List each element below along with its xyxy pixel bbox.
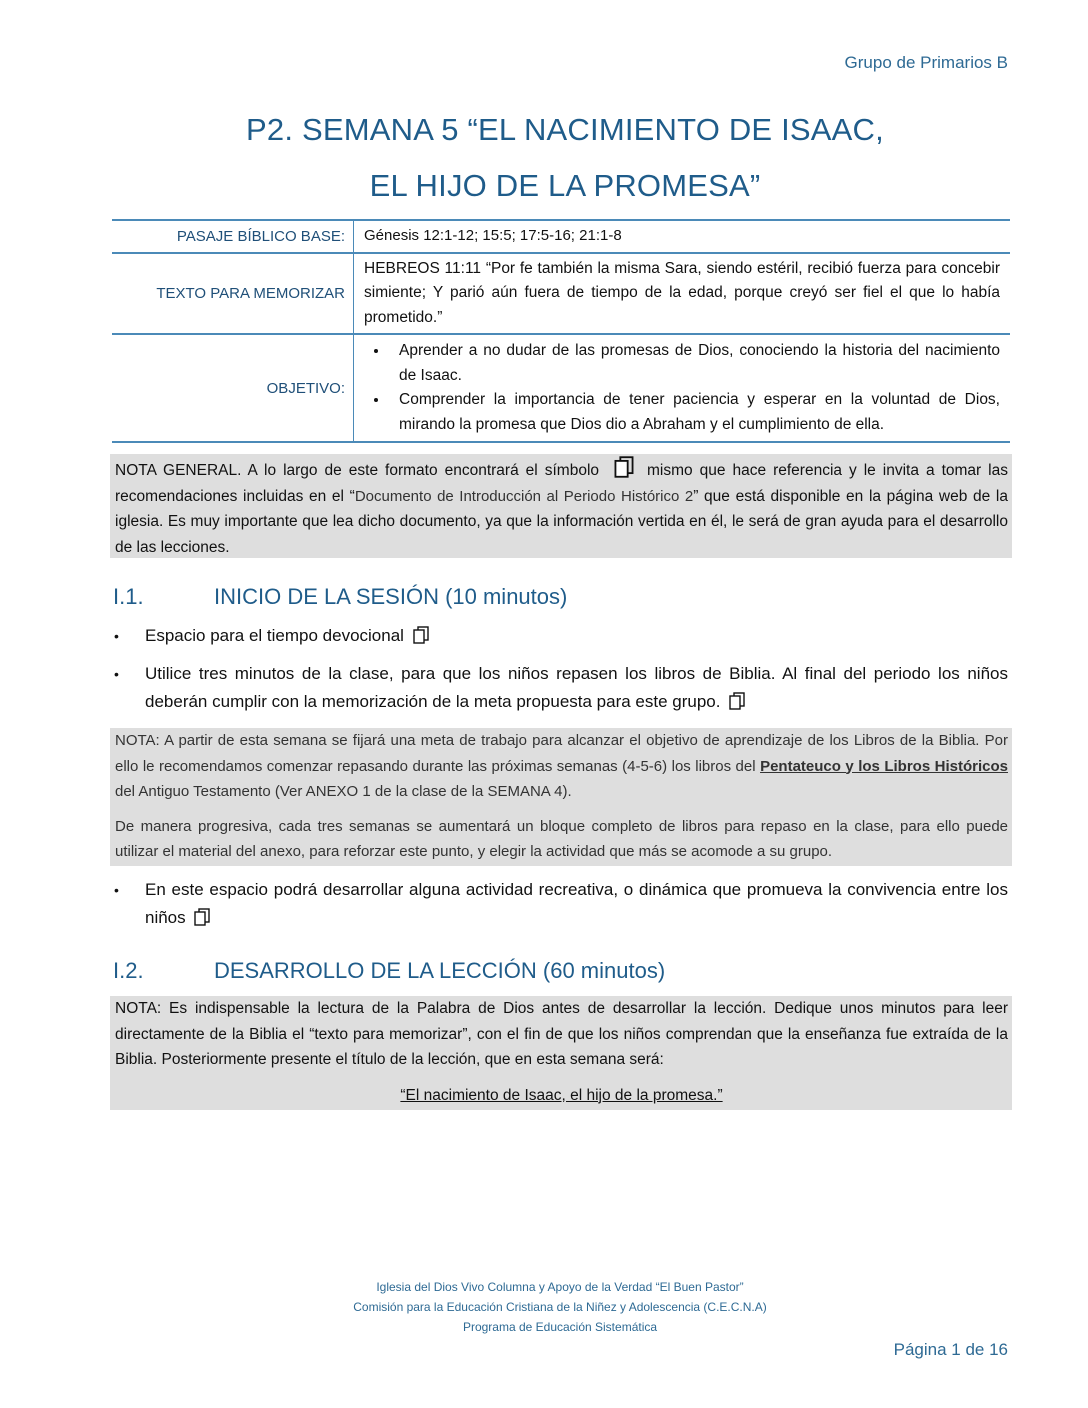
books-note <box>110 728 1012 866</box>
general-note-part3: ” que está disponible en la página web de la iglesia. Es muy importante que lea dicho documento, ya que la información vertida en él, le será de gran ayuda para el desarrollo de las lecciones. <box>115 487 1008 556</box>
list-item: • Espacio para el tiempo devocional <box>112 622 1008 650</box>
intro-document-name: Documento de Introducción al Periodo Histórico 2 <box>354 487 694 505</box>
pentateuch-link[interactable]: Pentateuco y los Libros Históricos <box>760 757 1008 775</box>
objective-list-cell <box>354 334 1011 442</box>
books-note-para2: De manera progresiva, cada tres semanas se aumentará un bloque completo de libros para repaso en la clase, para ello puede utilizar el material del anexo, para reforzar este punto, y elegir la actividad que más se acomode a su grupo. <box>115 817 1008 860</box>
list-item: • Utilice tres minutos de la clase, para que los niños repasen los libros de Biblia. Al final del periodo los niños deberán cumplir con la memorización de la meta propuesta para este grupo. <box>112 660 1008 716</box>
group-name: Grupo de Primarios B <box>844 53 1008 72</box>
section-heading-1 <box>113 584 567 610</box>
section-title: DESARROLLO DE LA LECCIÓN (60 minutos) <box>214 958 666 983</box>
objective-label: OBJETIVO: <box>112 334 354 442</box>
title-line-1: P2. SEMANA 5 “EL NACIMIENTO DE ISAAC, <box>246 112 884 147</box>
reading-note-text: NOTA: Es indispensable la lectura de la Palabra de Dios antes de desarrollar la lección. Dedique unos minutos para leer directamente de la Biblia el “texto para memorizar”, con el fin de que los niños comprendan que la enseñanza fue extraída de la Biblia. Posteriormente presente el título de la lección, que en esta semana será: <box>115 1000 1008 1068</box>
passage-value: Génesis 12:1-12; 15:5; 17:5-16; 21:1-8 <box>364 227 622 244</box>
general-note-part2: mismo que hace referencia y le invita a tomar las recomendaciones incluidas en el “ <box>115 462 1009 505</box>
books-note-para1: NOTA: A partir de esta semana se fijará una meta de trabajo para alcanzar el objetivo de aprendizaje de los Libros de la Biblia. Por ello le recomendamos comenzar repasando durante las próximas semanas (4-5-6) los libros del Pentateuco y los Libros Históricos del Antiguo Testamento (Ver ANEXO 1 de la clase de la SEMANA 4). <box>115 732 1008 800</box>
section-number: I.1. <box>113 584 144 609</box>
memory-label: TEXTO PARA MEMORIZAR <box>112 253 354 335</box>
section-number: I.2. <box>113 958 144 983</box>
section1-last-bullet <box>112 876 1008 932</box>
page-number: Página 1 de 16 <box>893 1340 1008 1359</box>
general-note <box>110 454 1012 558</box>
lesson-title: “El nacimiento de Isaac, el hijo de la promesa.” <box>400 1086 723 1104</box>
lesson-info-table <box>112 219 1010 443</box>
title-line-2: EL HIJO DE LA PROMESA” <box>369 168 761 203</box>
objective-item: • Aprender a no dudar de las promesas de Dios, conociendo la historia del nacimiento de Isaac. <box>389 339 1000 388</box>
document-copy-icon <box>614 456 634 478</box>
footer-commission: Comisión para la Educación Cristiana de la Niñez y Adolescencia (C.E.C.N.A) <box>353 1300 767 1314</box>
passage-label: PASAJE BÍBLICO BASE: <box>112 220 354 253</box>
page-title <box>60 102 1070 214</box>
document-copy-icon <box>194 908 210 926</box>
footer-program: Programa de Educación Sistemática <box>462 1320 658 1334</box>
section-title: INICIO DE LA SESIÓN (10 minutos) <box>214 584 568 609</box>
memory-value: HEBREOS 11:11 “Por fe también la misma Sara, siendo estéril, recibió fuerza para concebir simiente; Y parió aún fuera de tiempo de la edad, porque creyó ser fiel el que lo había prometido.” <box>364 259 1000 326</box>
objective-list <box>364 339 1000 437</box>
document-copy-icon <box>729 692 745 710</box>
list-item: • En este espacio podrá desarrollar alguna actividad recreativa, o dinámica que promueva la convivencia entre los niños <box>112 876 1008 932</box>
section1-bullets <box>112 622 1008 716</box>
section-heading-2 <box>113 958 665 984</box>
reading-note <box>110 996 1012 1110</box>
objective-item: • Comprender la importancia de tener paciencia y esperar en la voluntad de Dios, mirando la promesa que Dios dio a Abraham y el cumplimiento de ella. <box>389 388 1000 437</box>
footer-church: Iglesia del Dios Vivo Columna y Apoyo de la Verdad “El Buen Pastor” <box>376 1280 744 1294</box>
footer <box>0 1277 1088 1337</box>
document-copy-icon <box>413 626 429 644</box>
general-note-part1: NOTA GENERAL. A lo largo de este formato encontrará el símbolo <box>115 462 600 479</box>
